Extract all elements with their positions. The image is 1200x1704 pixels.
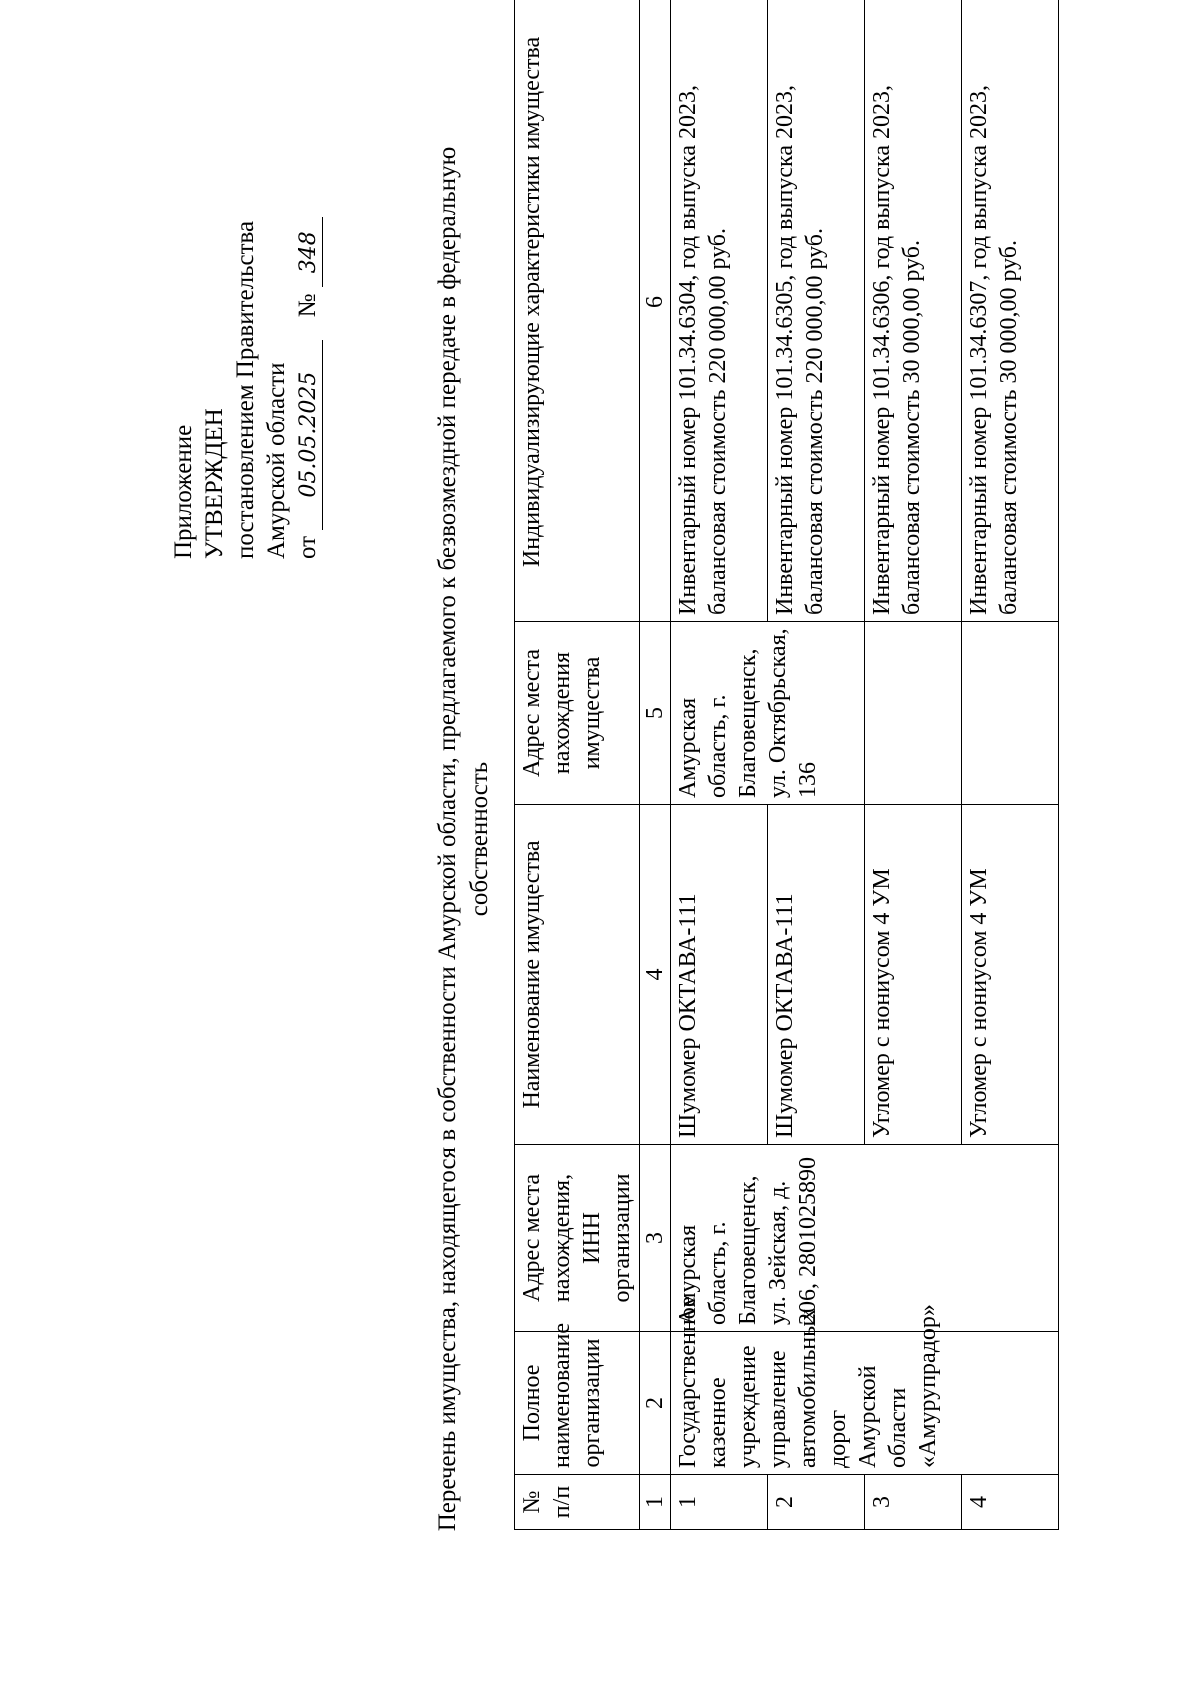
property-address: Амурская область, г. Благовещенск, ул. Октябрьская, 136 xyxy=(671,622,865,805)
empty-address-cell xyxy=(865,622,962,805)
row-number: 3 xyxy=(865,1475,962,1530)
table-header-row xyxy=(515,0,640,1530)
property-name: Шумомер ОКТАВА-111 xyxy=(768,805,865,1145)
column-number: 2 xyxy=(640,1332,671,1475)
property-characteristics: Инвентарный номер 101.34.6305, год выпуска 2023, балансовая стоимость 220 000,00 руб. xyxy=(768,0,865,622)
column-number-row xyxy=(640,0,671,1530)
approval-approved: УТВЕРЖДЕН xyxy=(201,408,228,559)
property-characteristics: Инвентарный номер 101.34.6307, год выпуска 2023, балансовая стоимость 30 000,00 руб. xyxy=(962,0,1059,622)
approval-from-label: от xyxy=(294,535,321,559)
approval-resolution: постановлением Правительства xyxy=(232,220,259,559)
column-number: 6 xyxy=(640,0,671,622)
column-number: 1 xyxy=(640,1475,671,1530)
approval-block xyxy=(168,89,323,559)
column-number: 3 xyxy=(640,1145,671,1332)
approval-date-line xyxy=(292,89,323,559)
header-characteristics: Индивидуализирующие характеристики имущества xyxy=(515,0,640,622)
approval-number-label: № xyxy=(294,293,321,318)
header-property-address: Адрес места нахождения имущества xyxy=(515,622,640,805)
property-name: Угломер с нониусом 4 УМ xyxy=(865,805,962,1145)
approval-appendix: Приложение xyxy=(170,424,197,559)
document-title: Перечень имущества, находящегося в собственности Амурской области, предлагаемого к безвозмездной передаче в федеральную собственность xyxy=(434,146,493,1532)
row-number: 2 xyxy=(768,1475,865,1530)
column-number: 5 xyxy=(640,622,671,805)
header-org-address: Адрес места нахождения, ИНН организации xyxy=(515,1145,640,1332)
approval-region: Амурской области xyxy=(263,362,290,559)
empty-address-cell xyxy=(962,622,1059,805)
header-organization: Полное наименование организации xyxy=(515,1332,640,1475)
approval-number: 348 xyxy=(296,217,323,287)
property-name: Шумомер ОКТАВА-111 xyxy=(671,805,768,1145)
row-number: 1 xyxy=(671,1475,768,1530)
organization-name: Государственное казенное учреждение управление автомобильных дорог Амурской области «Амурупрадор» xyxy=(671,1332,1059,1475)
approval-date: 05.05.2025 xyxy=(296,340,323,530)
organization-address: Амурская область, г. Благовещенск, ул. Зейская, д. 206, 2801025890 xyxy=(671,1145,1059,1332)
table-row xyxy=(671,0,768,1530)
header-property-name: Наименование имущества xyxy=(515,805,640,1145)
header-number: № п/п xyxy=(515,1475,640,1530)
property-characteristics: Инвентарный номер 101.34.6304, год выпуска 2023, балансовая стоимость 220 000,00 руб. xyxy=(671,0,768,622)
row-number: 4 xyxy=(962,1475,1059,1530)
property-table xyxy=(514,0,1059,1530)
column-number: 4 xyxy=(640,805,671,1145)
property-characteristics: Инвентарный номер 101.34.6306, год выпуска 2023, балансовая стоимость 30 000,00 руб. xyxy=(865,0,962,622)
property-name: Угломер с нониусом 4 УМ xyxy=(962,805,1059,1145)
